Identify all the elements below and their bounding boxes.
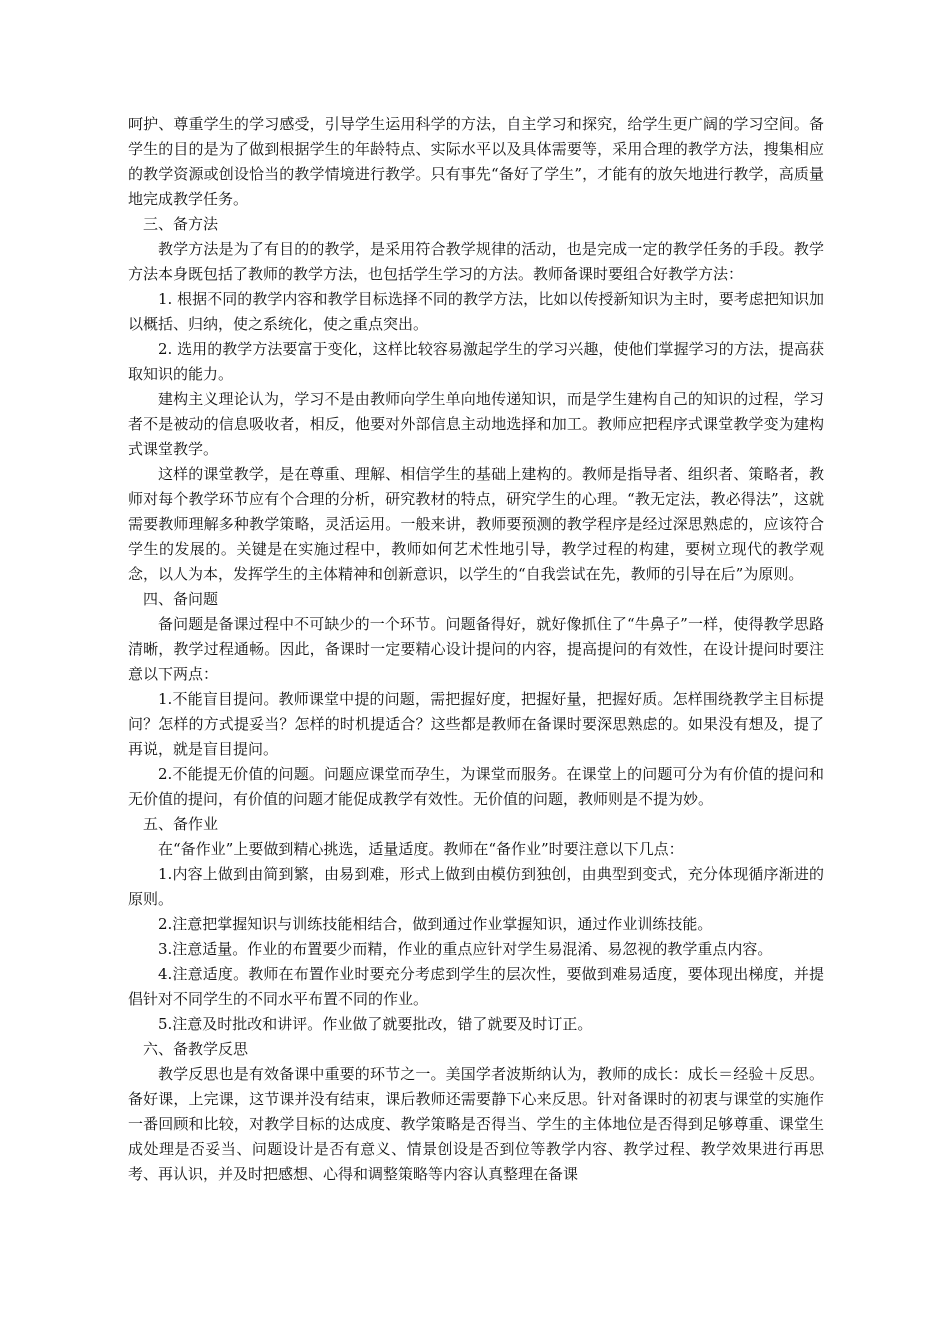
document-page (128, 112, 824, 1187)
section-heading-4: 四、备问题 (143, 590, 219, 608)
paragraph-methods-1: 1. 根据不同的教学内容和教学目标选择不同的教学方法，比如以传授新知识为主时，要考虑把知识加以概括、归纳，使之系统化，使之重点突出。 (128, 290, 824, 333)
paragraph-questions-1: 1.不能盲目提问。教师课堂中提的问题，需把握好度，把握好量，把握好质。怎样围绕教学主目标提问？怎样的方式提妥当？怎样的时机提适合？这些都是教师在备课时要深思熟虑的。如果没有想及，提了再说，就是盲目提问。 (128, 690, 824, 758)
paragraph-homework-intro: 在“备作业”上要做到精心挑选，适量适度。教师在“备作业”时要注意以下几点： (158, 840, 684, 858)
paragraph-homework-4: 4.注意适度。教师在布置作业时要充分考虑到学生的层次性，要做到难易适度，要体现出梯度，并提倡针对不同学生的不同水平布置不同的作业。 (128, 965, 824, 1008)
paragraph-methods-intro: 教学方法是为了有目的的教学，是采用符合教学规律的活动，也是完成一定的教学任务的手段。教学方法本身既包括了教师的教学方法，也包括学生学习的方法。教师备课时要组合好教学方法： (128, 240, 824, 283)
paragraph-methods-2: 2. 选用的教学方法要富于变化，这样比较容易激起学生的学习兴趣，使他们掌握学习的方法，提高获取知识的能力。 (128, 340, 824, 383)
paragraph-homework-1: 1.内容上做到由简到繁，由易到难，形式上做到由模仿到独创，由典型到变式，充分体现循序渐进的原则。 (128, 865, 824, 908)
paragraph-homework-5: 5.注意及时批改和讲评。作业做了就要批改，错了就要及时订正。 (158, 1015, 593, 1033)
paragraph-reflection: 教学反思也是有效备课中重要的环节之一。美国学者波斯纳认为，教师的成长：成长＝经验＋反思。备好课，上完课，这节课并没有结束，课后教师还需要静下心来反思。针对备课时的初衷与课堂的实施作一番回顾和比较，对教学目标的达成度、教学策略是否得当、学生的主体地位是否得到足够尊重、课堂生成处理是否妥当、问题设计是否有意义、情景创设是否到位等教学内容、教学过程、教学效果进行再思考、再认识，并及时把感想、心得和调整策略等内容认真整理在备课 (128, 1065, 824, 1183)
section-heading-6: 六、备教学反思 (143, 1040, 249, 1058)
paragraph-questions-intro: 备问题是备课过程中不可缺少的一个环节。问题备得好，就好像抓住了“牛鼻子”一样，使得教学思路清晰，教学过程通畅。因此，备课时一定要精心设计提问的内容，提高提问的有效性，在设计提问时要注意以下两点： (128, 615, 824, 683)
paragraph-homework-3: 3.注意适量。作业的布置要少而精，作业的重点应针对学生易混淆、易忽视的教学重点内容。 (158, 940, 773, 958)
paragraph-questions-2: 2.不能提无价值的问题。问题应课堂而孕生，为课堂而服务。在课堂上的问题可分为有价值的提问和无价值的提问，有价值的问题才能促成教学有效性。无价值的问题，教师则是不提为妙。 (128, 765, 824, 808)
section-heading-5: 五、备作业 (143, 815, 219, 833)
paragraph-homework-2: 2.注意把掌握知识与训练技能相结合，做到通过作业掌握知识，通过作业训练技能。 (158, 915, 713, 933)
section-heading-3: 三、备方法 (143, 215, 219, 233)
paragraph-constructivism: 建构主义理论认为，学习不是由教师向学生单向地传递知识，而是学生建构自己的知识的过程，学习者不是被动的信息吸收者，相反，他要对外部信息主动地选择和加工。教师应把程序式课堂教学变为建构式课堂教学。 (128, 390, 824, 458)
paragraph-intro-continued: 呵护、尊重学生的学习感受，引导学生运用科学的方法，自主学习和探究，给学生更广阔的学习空间。备学生的目的是为了做到根据学生的年龄特点、实际水平以及具体需要等，采用合理的教学方法，搜集相应的教学资源或创设恰当的教学情境进行教学。只有事先“备好了学生”，才能有的放矢地进行教学，高质量地完成教学任务。 (128, 115, 824, 208)
paragraph-classroom: 这样的课堂教学，是在尊重、理解、相信学生的基础上建构的。教师是指导者、组织者、策略者，教师对每个教学环节应有个合理的分析，研究教材的特点，研究学生的心理。“教无定法，教必得法”，这就需要教师理解多种教学策略，灵活运用。一般来讲，教师要预测的教学程序是经过深思熟虑的，应该符合学生的发展的。关键是在实施过程中，教师如何艺术性地引导，教学过程的构建，要树立现代的教学观念，以人为本，发挥学生的主体精神和创新意识，以学生的“自我尝试在先，教师的引导在后”为原则。 (128, 465, 824, 583)
